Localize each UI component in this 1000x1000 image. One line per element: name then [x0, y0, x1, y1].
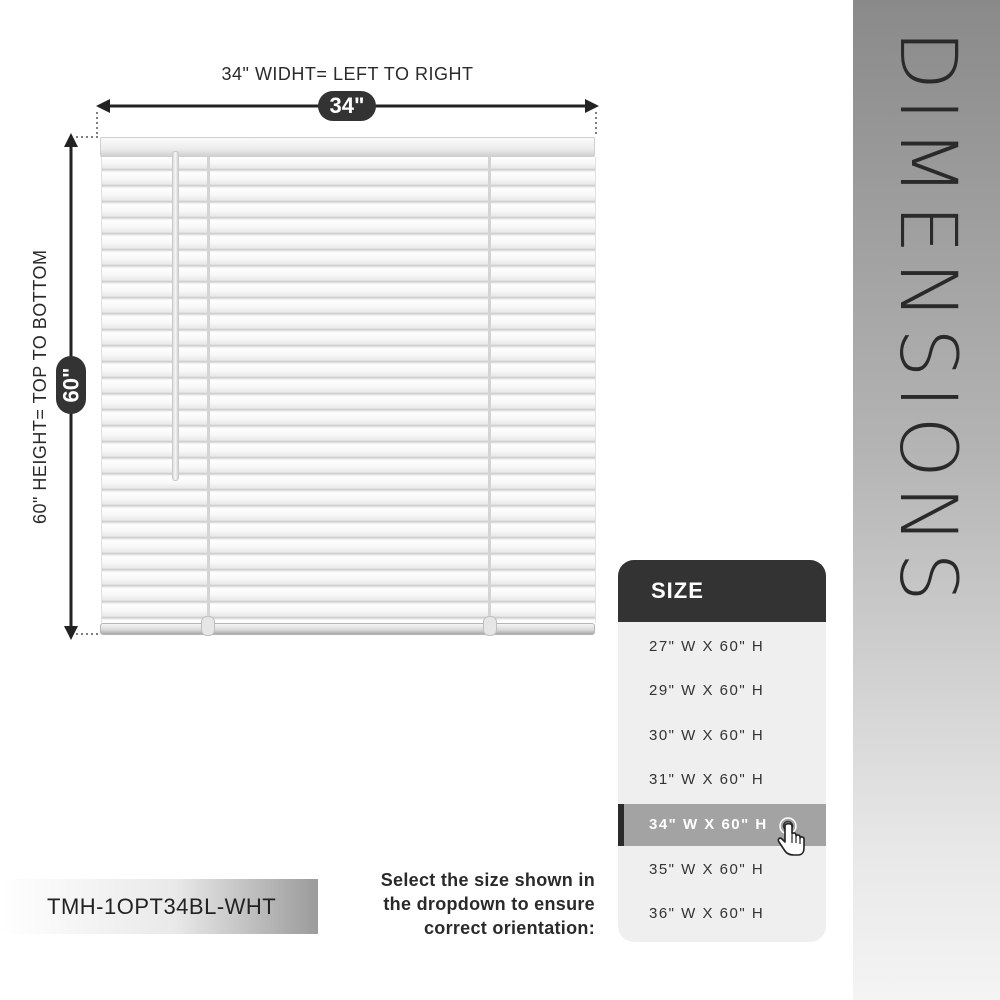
blind-bottomrail	[100, 623, 595, 635]
hand-pointer-icon	[772, 815, 808, 857]
size-option[interactable]: 35" W X 60" H	[649, 861, 765, 878]
size-option[interactable]: 36" W X 60" H	[649, 905, 765, 922]
size-option[interactable]: 27" W X 60" H	[649, 638, 765, 655]
ladder-string-left	[207, 157, 210, 629]
width-arrow-right	[585, 99, 599, 113]
size-option[interactable]: 30" W X 60" H	[649, 727, 765, 744]
instruction-text	[345, 868, 595, 940]
cord-knot-left	[201, 616, 215, 636]
size-option-selected[interactable]: 34" W X 60" H	[618, 804, 826, 846]
width-badge: 34"	[318, 91, 376, 121]
ladder-string-right	[488, 157, 491, 629]
instruction-line: Select the size shown in	[380, 870, 595, 890]
page-title: DIMENSIONS	[882, 30, 972, 610]
height-badge: 60"	[56, 356, 86, 414]
instruction-line: the dropdown to ensure	[383, 894, 595, 914]
size-option[interactable]: 31" W X 60" H	[649, 771, 765, 788]
instruction-line: correct orientation:	[423, 918, 595, 938]
cord-knot-right	[483, 616, 497, 636]
width-arrow-left	[96, 99, 110, 113]
height-arrow-top	[64, 133, 78, 147]
size-header: SIZE	[618, 560, 826, 622]
tilt-wand	[172, 151, 179, 481]
blind-image	[100, 137, 595, 637]
width-label: 34" WIDHT= LEFT TO RIGHT	[221, 64, 474, 84]
height-arrow-bottom	[64, 626, 78, 640]
size-option[interactable]: 29" W X 60" H	[649, 682, 765, 699]
height-label: 60" HEIGHT= TOP TO BOTTOM	[30, 249, 50, 525]
size-dropdown	[618, 560, 826, 942]
sku-text: TMH-1OPT34BL-WHT	[47, 894, 277, 919]
